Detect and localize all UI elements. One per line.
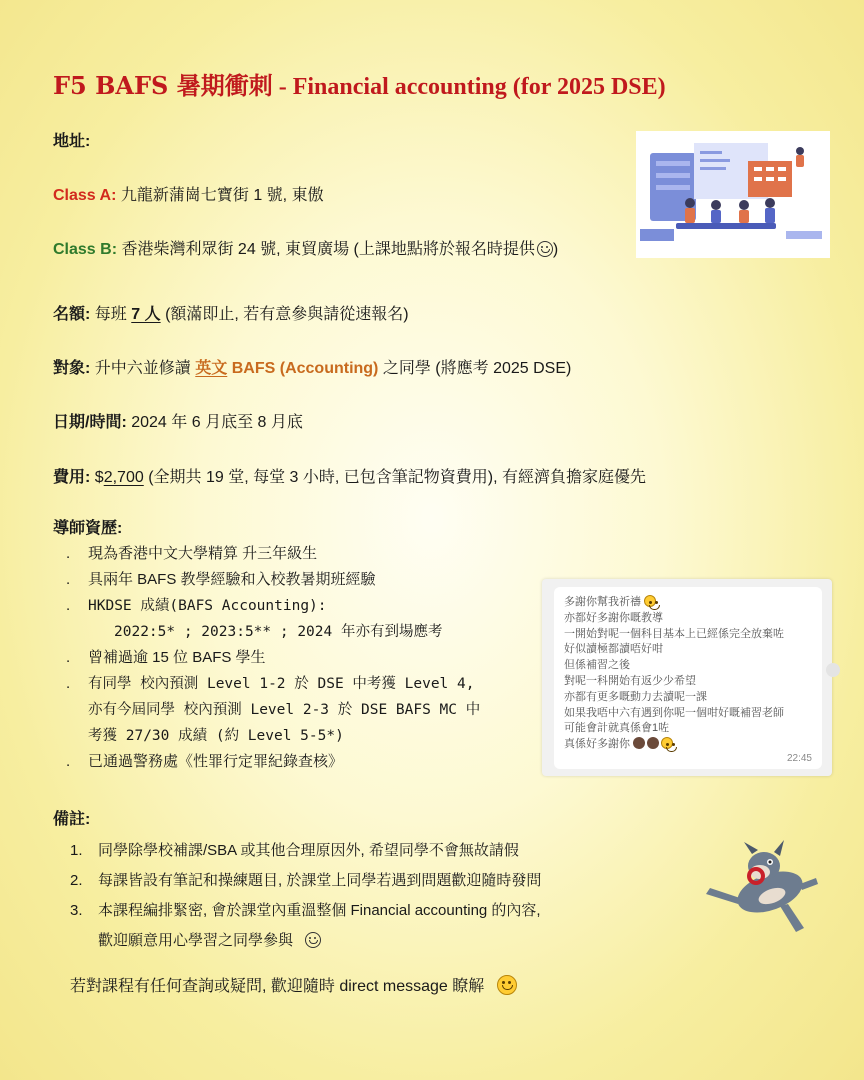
class-a-address: 九龍新蒲崗七寶街 1 號, 東傲: [120, 187, 324, 204]
smile-icon: [305, 932, 321, 948]
chat-line: 多謝你幫我祈禱: [564, 595, 784, 611]
note-item: 3. 本課程編排緊密, 會於課堂內重溫整個 Financial accounting 的內容,: [70, 902, 541, 919]
class-b-row: Class B: 香港柴灣利眾街 24 號, 東貿廣場 (上課地點將於報名時提供 ): [53, 241, 559, 258]
quota-note: (額滿即止, 若有意參與請從速報名): [165, 306, 409, 323]
target-row: [53, 355, 571, 378]
tutor-item: . 有同學 校內預測 Level 1-2 於 DSE 中考獲 Level 4,: [66, 675, 475, 692]
cartoon-character-icon: [700, 840, 820, 940]
study-illustration: [636, 131, 830, 258]
tutor-list: [66, 541, 480, 775]
schedule-value: 2024 年 6 月底至 8 月底: [131, 414, 303, 431]
chat-text: [564, 595, 784, 753]
chat-line: 真係好多謝你: [564, 737, 784, 753]
tutor-item-cont: 亦有今屆同學 校內預測 Level 2-3 於 DSE BAFS MC 中: [88, 702, 481, 718]
person-icon: [633, 737, 645, 749]
fee-label: 費用:: [53, 469, 91, 486]
smile-icon: [661, 737, 673, 749]
quota-row: [53, 301, 409, 324]
chat-line: 亦都有更多嘅動力去讀呢一課: [564, 690, 707, 703]
address-label: 地址:: [53, 133, 91, 150]
class-b-label: Class B:: [53, 241, 118, 258]
quota-pre: 每班: [94, 306, 127, 323]
target-language: 英文: [195, 360, 228, 377]
quota-value: 7 人: [131, 306, 161, 323]
chat-line: 好似讀極都讀唔好咁: [564, 643, 663, 656]
tutor-item-sub: 2022:5* ; 2023:5** ; 2024 年亦有到場應考: [114, 624, 443, 640]
smile-icon: [644, 595, 656, 607]
title-part2: - Financial accounting (for 2025 DSE): [272, 74, 666, 100]
chat-timestamp: 22:45: [786, 753, 812, 764]
chat-line: 如果我唔中六有遇到你呢一個咁好嘅補習老師: [564, 706, 784, 719]
testimonial-chat: [542, 579, 832, 776]
note-item: 2. 每課皆設有筆記和操練題目, 於課堂上同學若遇到問題歡迎隨時發問: [70, 872, 542, 889]
target-label: 對象:: [53, 360, 91, 377]
tutor-item: . 曾補過逾 15 位 BAFS 學生: [66, 649, 266, 666]
class-b-address: 香港柴灣利眾街 24 號, 東貿廣場 (上課地點將於報名時提供: [121, 241, 535, 258]
schedule-row: [53, 409, 303, 432]
note-item-cont: 歡迎願意用心學習之同學參與: [70, 926, 541, 956]
chat-line: 但係補習之後: [564, 659, 630, 672]
class-a-label: Class A:: [53, 187, 117, 204]
tutor-item-cont: 考獲 27/30 成績 (約 Level 5-5*): [88, 728, 344, 744]
notes-heading: 備註:: [53, 811, 91, 828]
page-title: [53, 66, 666, 101]
notes-list: [70, 836, 541, 956]
chat-line: 對呢一科開始有返少少希望: [564, 674, 696, 687]
tutor-item: . 現為香港中文大學精算 升三年級生: [66, 545, 318, 562]
smile-icon: [497, 975, 517, 995]
quota-label: 名額:: [53, 306, 91, 323]
fee-amount: 2,700: [103, 469, 144, 486]
schedule-label: 日期/時間:: [53, 414, 127, 431]
chat-scroll-arrow-icon: [826, 663, 840, 677]
target-subject: BAFS (Accounting): [231, 360, 379, 377]
person-icon: [647, 737, 659, 749]
chat-line: 一開始對呢一個科目基本上已經係完全放棄咗: [564, 627, 784, 640]
fee-currency: $: [94, 469, 104, 486]
title-part1: F5 BAFS 暑期衝刺: [53, 71, 273, 100]
target-post: 之同學 (將應考 2025 DSE): [382, 360, 572, 377]
fee-row: [53, 464, 646, 487]
tutor-item: . 具兩年 BAFS 教學經驗和入校教暑期班經驗: [66, 571, 376, 588]
class-a-row: [53, 182, 324, 205]
chat-line: 可能會計就真係會1咗: [564, 722, 670, 735]
tutor-item: . HKDSE 成績(BAFS Accounting):: [66, 597, 327, 614]
footer-text: 若對課程有任何查詢或疑問, 歡迎隨時 direct message 瞭解: [70, 978, 485, 995]
fee-note: (全期共 19 堂, 每堂 3 小時, 已包含筆記物資費用), 有經濟負擔家庭優先: [148, 469, 647, 486]
illustration-chart-icon: [748, 161, 792, 197]
chat-line: 亦都好多謝你嘅教導: [564, 611, 663, 624]
note-item: 1. 同學除學校補課/SBA 或其他合理原因外, 希望同學不會無故請假: [70, 842, 519, 859]
chat-bubble: [554, 587, 822, 769]
tutor-heading: 導師資歷:: [53, 520, 123, 537]
smile-icon: [537, 241, 553, 257]
tutor-item: . 已通過警務處《性罪行定罪紀錄查核》: [66, 753, 344, 770]
target-pre: 升中六並修讀: [94, 360, 191, 377]
footer-contact: [70, 973, 517, 996]
